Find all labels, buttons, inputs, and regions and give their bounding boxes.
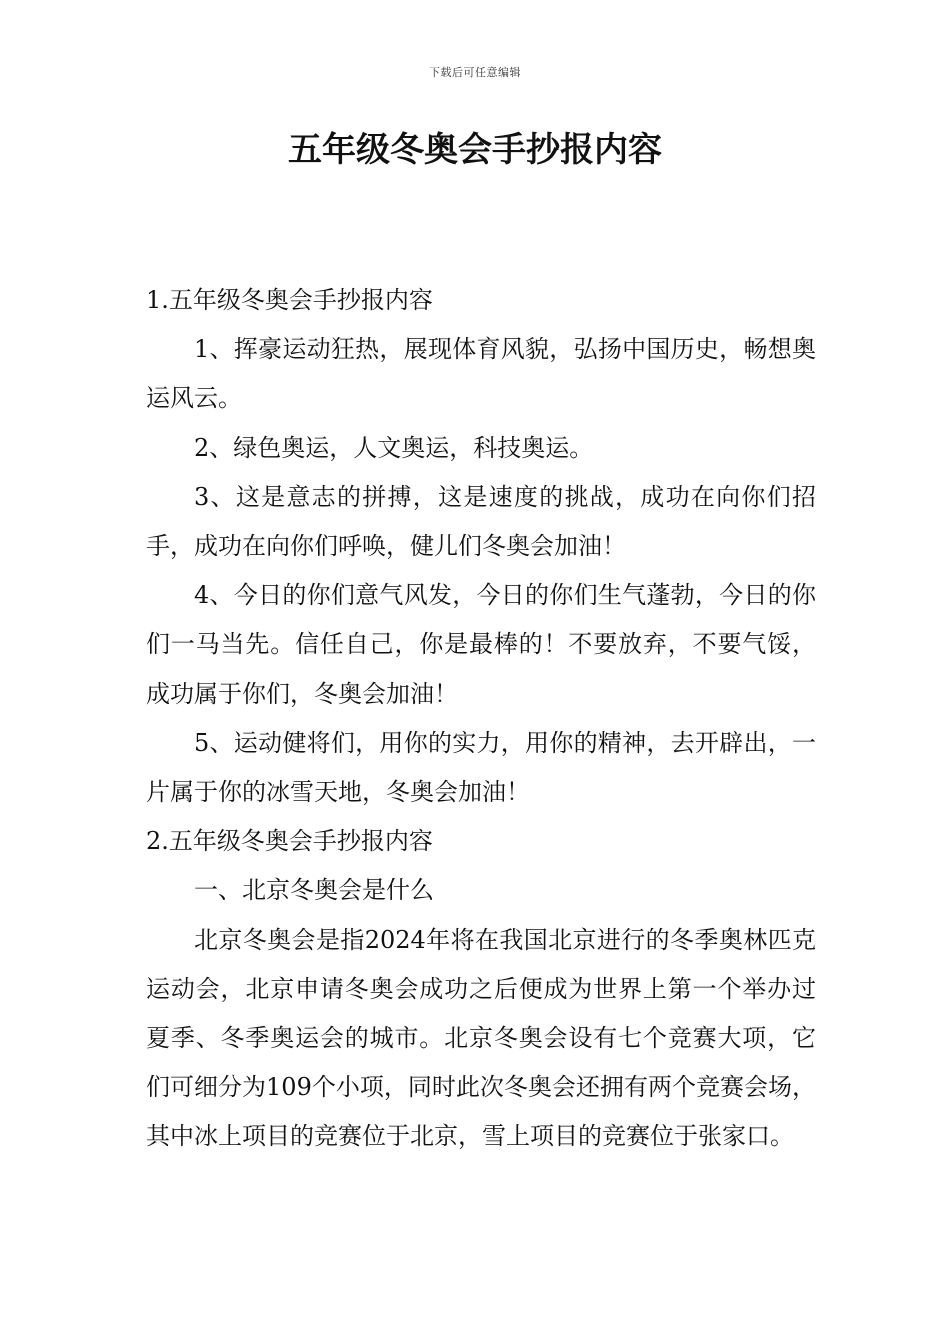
page-header-note: 下载后可任意编辑 [429, 66, 521, 79]
list-item-3: 3、这是意志的拼搏，这是速度的挑战，成功在向你们招手，成功在向你们呼唤，健儿们冬奥会加油！ [146, 482, 816, 561]
document-title: 五年级冬奥会手抄报内容 [288, 130, 662, 170]
list-item-2: 2、绿色奥运，人文奥运，科技奥运。 [194, 433, 594, 462]
list-item-4: 4、今日的你们意气风发，今日的你们生气蓬勃，今日的你们一马当先。信任自己，你是最棒的！不要放弃，不要气馁，成功属于你们，冬奥会加油！ [146, 581, 816, 708]
body-paragraph: 北京冬奥会是指2024年将在我国北京进行的冬季奥林匹克运动会，北京申请冬奥会成功之后便成为世界上第一个举办过夏季、冬季奥运会的城市。北京冬奥会设有七个竞赛大项，它们可细分为109个小项，同时此次冬奥会还拥有两个竞赛会场，其中冰上项目的竞赛位于北京，雪上项目的竞赛位于张家口。 [146, 925, 816, 1151]
list-item-1: 1、挥豪运动狂热，展现体育风貌，弘扬中国历史，畅想奥运风云。 [146, 335, 816, 413]
section-heading-1: 1.五年级冬奥会手抄报内容 [146, 286, 433, 314]
list-item-5: 5、运动健将们，用你的实力，用你的精神，去开辟出，一片属于你的冰雪天地，冬奥会加油！ [146, 728, 816, 807]
document-body [146, 276, 816, 1162]
subsection-heading: 一、北京冬奥会是什么 [194, 876, 434, 905]
section-heading-2: 2.五年级冬奥会手抄报内容 [146, 827, 433, 856]
